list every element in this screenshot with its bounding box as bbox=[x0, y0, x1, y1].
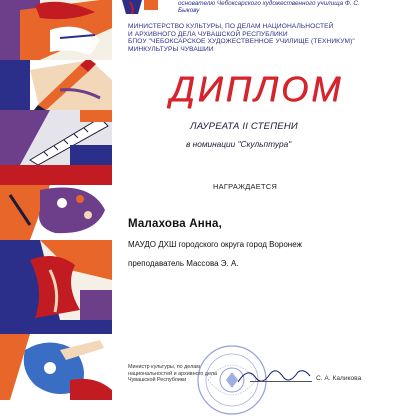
awarded-label: НАГРАЖДАЕТСЯ bbox=[213, 182, 278, 191]
ruler-icon bbox=[0, 110, 112, 165]
signer-title-line: Министр культуры, по делам bbox=[128, 364, 200, 370]
signature-line bbox=[250, 381, 312, 382]
hand-icon bbox=[0, 320, 112, 400]
signer-name: С. А. Каликова bbox=[316, 375, 362, 382]
dedication-line: основателю Чебоксарского художественного училища Ф. С. Быкову bbox=[178, 0, 360, 15]
diploma-title: ДИПЛОМ bbox=[170, 70, 344, 109]
vase-icon bbox=[0, 240, 112, 320]
issuing-organization bbox=[128, 23, 378, 53]
teacher-name: преподаватель Массова Э. А. bbox=[128, 259, 239, 268]
laureate-degree: ЛАУРЕАТА II СТЕПЕНИ bbox=[190, 121, 298, 132]
decorative-sidebar bbox=[0, 0, 112, 400]
pencil-icon bbox=[0, 60, 112, 110]
signer-title-line: национальностей и архивного дела bbox=[128, 370, 218, 377]
ministry-line: БПОУ "ЧЕБОКСАРСКОЕ ХУДОЖЕСТВЕННОЕ УЧИЛИЩЕ (ТЕХНИКУМ)" bbox=[128, 38, 355, 46]
ministry-line: МИНИСТЕРСТВО КУЛЬТУРЫ, ПО ДЕЛАМ НАЦИОНАЛЬНОСТЕЙ bbox=[128, 23, 334, 30]
nomination: в номинации "Скульптура" bbox=[186, 139, 292, 149]
header-ornament bbox=[118, 0, 160, 18]
ministry-line: И АРХИВНОГО ДЕЛА ЧУВАШСКОЙ РЕСПУБЛИКИ bbox=[128, 30, 288, 38]
recipient-name: Малахова Анна, bbox=[128, 218, 223, 230]
palette-icon bbox=[0, 165, 112, 240]
ministry-line: МИНКУЛЬТУРЫ ЧУВАШИИ bbox=[128, 45, 214, 53]
signer-title-line: Чувашской Республики bbox=[128, 377, 187, 384]
handwritten-signature-icon bbox=[234, 364, 314, 388]
sidebar-tile-ladle bbox=[0, 0, 112, 60]
recipient-organization: МАУДО ДХШ городского округа город Воронеж bbox=[128, 240, 302, 249]
